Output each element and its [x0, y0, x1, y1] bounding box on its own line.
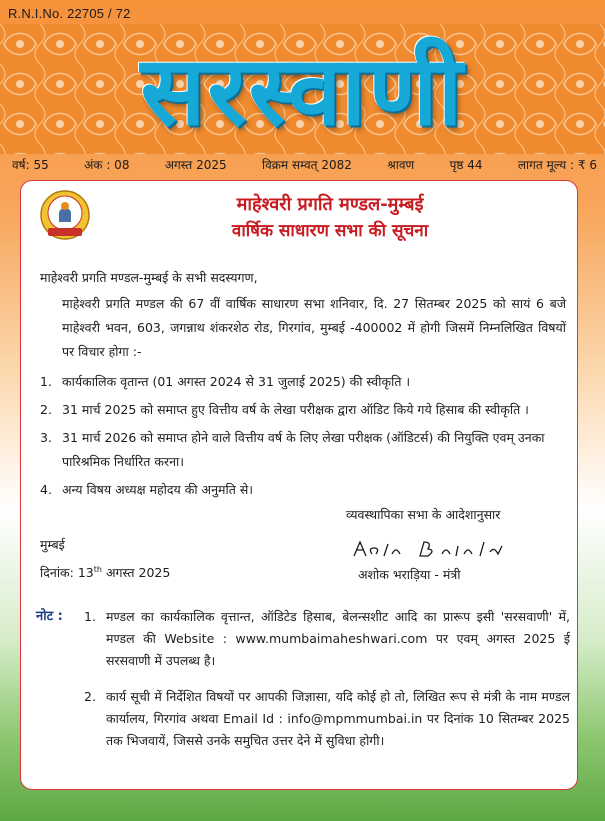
issue-samvat: विक्रम सम्वत् 2082: [262, 158, 352, 172]
agenda-item-text: 31 मार्च 2026 को समाप्त होने वाले वित्तीय वर्ष के लिए लेखा परीक्षक (ऑडिटर्स) की नियुक्ति एवम् उनका पारिश्रमिक निर्धारित करना।: [62, 430, 545, 469]
masthead: [0, 24, 605, 154]
magazine-title: सरस्वाणी: [140, 35, 465, 147]
date-prefix: दिनांक: 13: [40, 565, 94, 580]
signatory: अशोक भराड़िया - मंत्री: [358, 567, 461, 582]
issue-price: लागत मूल्य : ₹ 6: [517, 158, 597, 172]
agenda-item-number: 1.: [40, 374, 52, 389]
agenda-item-text: कार्यकालिक वृतान्त (01 अगस्त 2024 से 31 जुलाई 2025) की स्वीकृति ।: [62, 374, 411, 389]
signature: [350, 536, 520, 562]
rni-number: R.N.I.No. 22705 / 72: [8, 6, 131, 21]
date-month-year: अगस्त 2025: [101, 565, 171, 580]
org-title: माहेश्वरी प्रगति मण्डल-मुम्बई: [236, 194, 424, 215]
issue-month: अगस्त 2025: [164, 158, 227, 172]
greeting: माहेश्वरी प्रगति मण्डल-मुम्बई के सभी सदस्यगण,: [40, 270, 258, 285]
org-emblem-icon: [40, 190, 90, 240]
note-text: कार्य सूची में निर्देशित विषयों पर आपकी जिज्ञासा, यदि कोई हो तो, लिखित रूप से मंत्री के नाम मण्डल कार्यालय, गिरगांव अथवा Email Id : info@mpmmumbai.in पर दिनांक 10 सितम्बर 2025 तक भिजवायें, जिससे उनके समुचित उत्तर देने में सुविधा होगी।: [106, 689, 570, 748]
note-number: 2.: [84, 689, 96, 704]
agenda-item-text: अन्य विषय अध्यक्ष महोदय की अनुमति से।: [62, 482, 254, 497]
issue-info-bar: [0, 156, 605, 174]
issue-number: अंक : 08: [84, 158, 130, 172]
place: मुम्बई: [40, 537, 65, 552]
note-number: 1.: [84, 609, 96, 624]
agenda-item-number: 4.: [40, 482, 52, 497]
agenda-item-number: 3.: [40, 430, 52, 445]
date-suffix-ordinal: th: [93, 564, 102, 574]
agenda-item-text: 31 मार्च 2025 को समाप्त हुए वित्तीय वर्ष के लेखा परीक्षक द्वारा ऑडिट किये गये हिसाब की स्वीकृति ।: [62, 402, 529, 417]
note-label: नोट :: [36, 609, 63, 624]
by-order-text: व्यवस्थापिका सभा के आदेशानुसार: [346, 507, 501, 522]
issue-year: वर्ष: 55: [12, 158, 49, 172]
agenda-item-number: 2.: [40, 402, 52, 417]
note-text: मण्डल का कार्यकालिक वृत्तान्त, ऑडिटेड हिसाब, बेलन्सशीट आदि का प्रारूप इसी 'सरसवाणी' में, मण्डल की Website : www.mumbaimaheshwari.com पर एवम् अगस्त 2025 ई सरसवाणी में उपलब्ध है।: [106, 609, 570, 668]
notice-date: [40, 564, 170, 581]
notice-subtitle: वार्षिक साधारण सभा की सूचना: [231, 221, 429, 241]
meeting-paragraph: माहेश्वरी प्रगति मण्डल की 67 वीं वार्षिक साधारण सभा शनिवार, दि. 27 सितम्बर 2025 को सायं 6 बजे माहेश्वरी भवन, 603, जगन्नाथ शंकरशेठ रोड, गिरगांव, मुम्बई -400002 में होगी जिसमें निम्नलिखित विषयों पर विचार होगा :-: [62, 296, 566, 359]
issue-hindi-month: श्रावण: [387, 158, 415, 172]
issue-page: पृष्ठ 44: [449, 158, 483, 172]
